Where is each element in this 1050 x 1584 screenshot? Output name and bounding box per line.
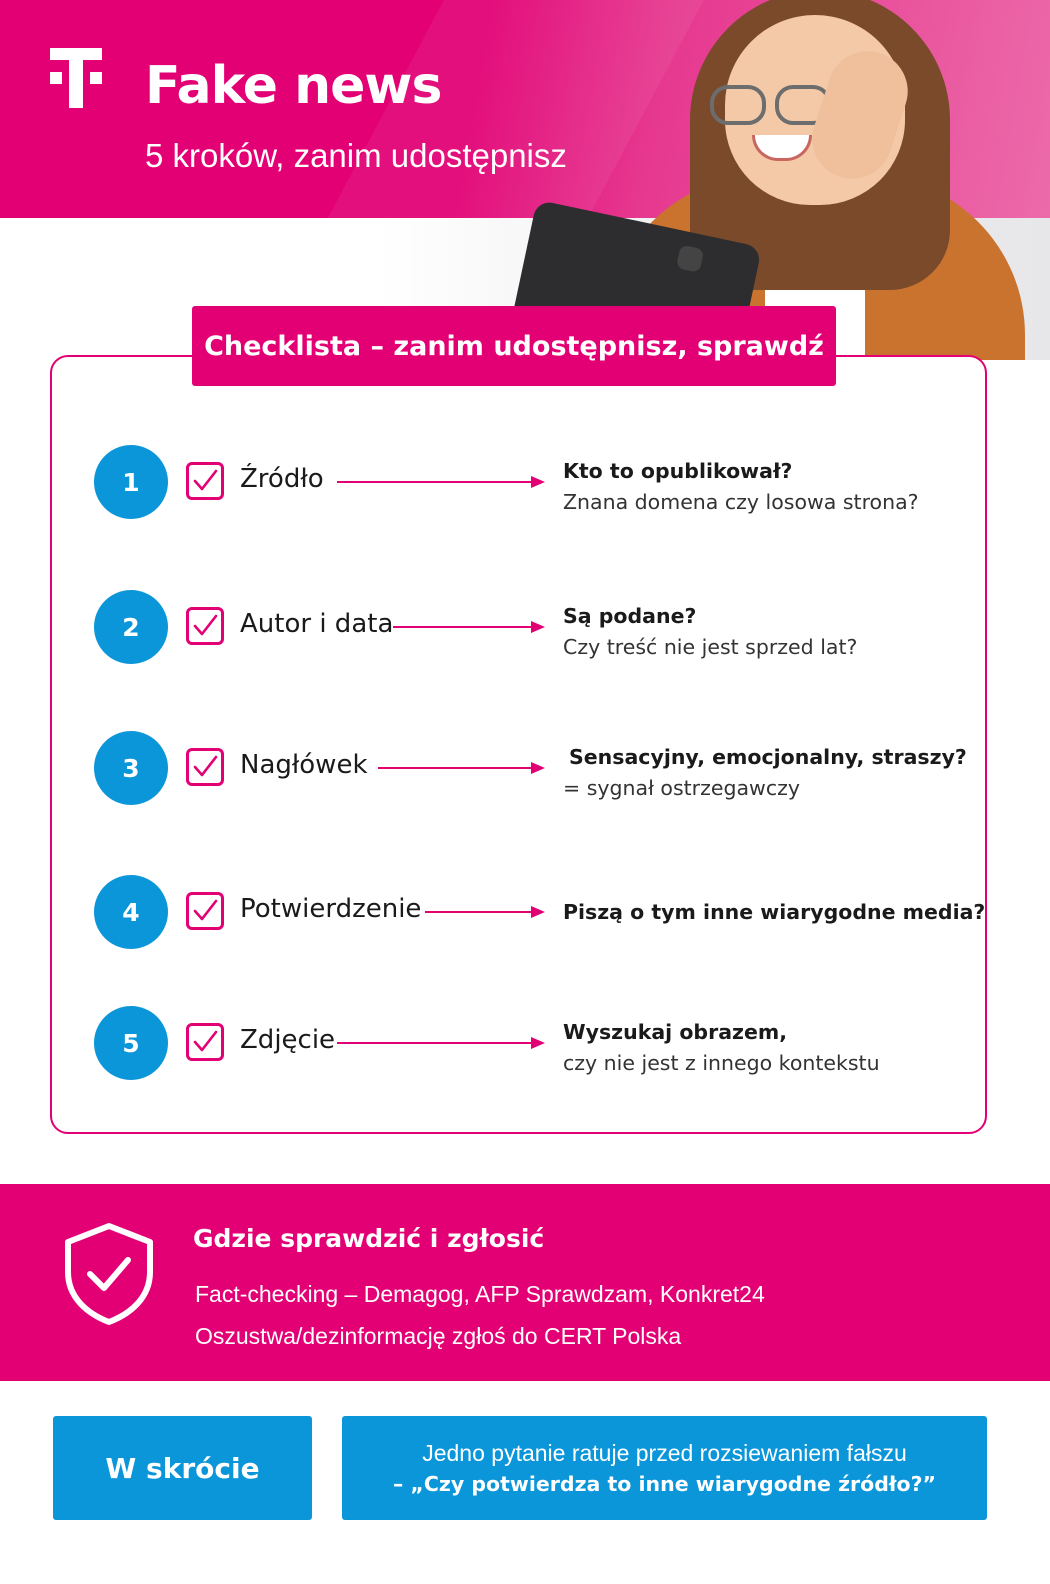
step-detail: = sygnał ostrzegawczy [563, 776, 800, 800]
step-description [563, 897, 985, 928]
checklist-step-2 [0, 587, 1050, 667]
summary-label: W skrócie [53, 1416, 312, 1520]
step-number: 1 [94, 445, 168, 519]
step-label: Zdjęcie [240, 1025, 336, 1055]
arrow-right-icon [393, 620, 547, 634]
step-question: Kto to opublikował? [563, 459, 793, 483]
step-description [563, 456, 919, 518]
step-question: Są podane? [563, 604, 697, 628]
page-subtitle: 5 kroków, zanim udostępnisz [145, 137, 567, 174]
checkmark-icon [186, 462, 224, 500]
step-number: 2 [94, 590, 168, 664]
shield-check-icon [62, 1222, 156, 1326]
checkmark-icon [186, 607, 224, 645]
checkmark-icon [186, 892, 224, 930]
step-number: 4 [94, 875, 168, 949]
step-number: 3 [94, 731, 168, 805]
checklist-step-1 [0, 442, 1050, 522]
where-to-check-panel [0, 1184, 1050, 1381]
checklist-step-5 [0, 1003, 1050, 1083]
step-description [563, 1017, 880, 1079]
step-question: Sensacyjny, emocjonalny, straszy? [569, 745, 967, 769]
checklist-title: Checklista – zanim udostępnisz, sprawdź [192, 306, 836, 386]
step-description [563, 742, 967, 804]
arrow-right-icon [378, 761, 547, 775]
arrow-right-icon [337, 1036, 547, 1050]
summary-box [342, 1416, 987, 1520]
step-label: Potwierdzenie [240, 894, 422, 924]
where-title: Gdzie sprawdzić i zgłosić [193, 1224, 545, 1253]
checklist-step-4 [0, 872, 1050, 952]
checkmark-icon [186, 1023, 224, 1061]
step-detail: czy nie jest z innego kontekstu [563, 1051, 880, 1075]
checklist-step-3 [0, 728, 1050, 808]
step-question: Wyszukaj obrazem, [563, 1020, 788, 1044]
step-detail: Czy treść nie jest sprzed lat? [563, 635, 858, 659]
report-text: Oszustwa/dezinformację zgłoś do CERT Polska [195, 1323, 682, 1349]
page-title: Fake news [145, 56, 442, 116]
step-question: Piszą o tym inne wiarygodne media? [563, 900, 986, 924]
step-description [563, 601, 857, 663]
fact-checking-text: Fact-checking – Demagog, AFP Sprawdzam, Konkret24 [195, 1281, 765, 1307]
step-detail: Znana domena czy losowa strona? [563, 490, 919, 514]
checkmark-icon [186, 748, 224, 786]
summary-line-2: – „Czy potwierdza to inne wiarygodne źródło?” [393, 1472, 936, 1496]
step-label: Nagłówek [240, 750, 368, 780]
arrow-right-icon [337, 475, 547, 489]
arrow-right-icon [425, 905, 547, 919]
summary-line-1: Jedno pytanie ratuje przed rozsiewaniem fałszu [422, 1440, 907, 1466]
step-number: 5 [94, 1006, 168, 1080]
step-label: Źródło [240, 464, 324, 494]
step-label: Autor i data [240, 609, 394, 639]
telekom-logo [50, 48, 102, 110]
